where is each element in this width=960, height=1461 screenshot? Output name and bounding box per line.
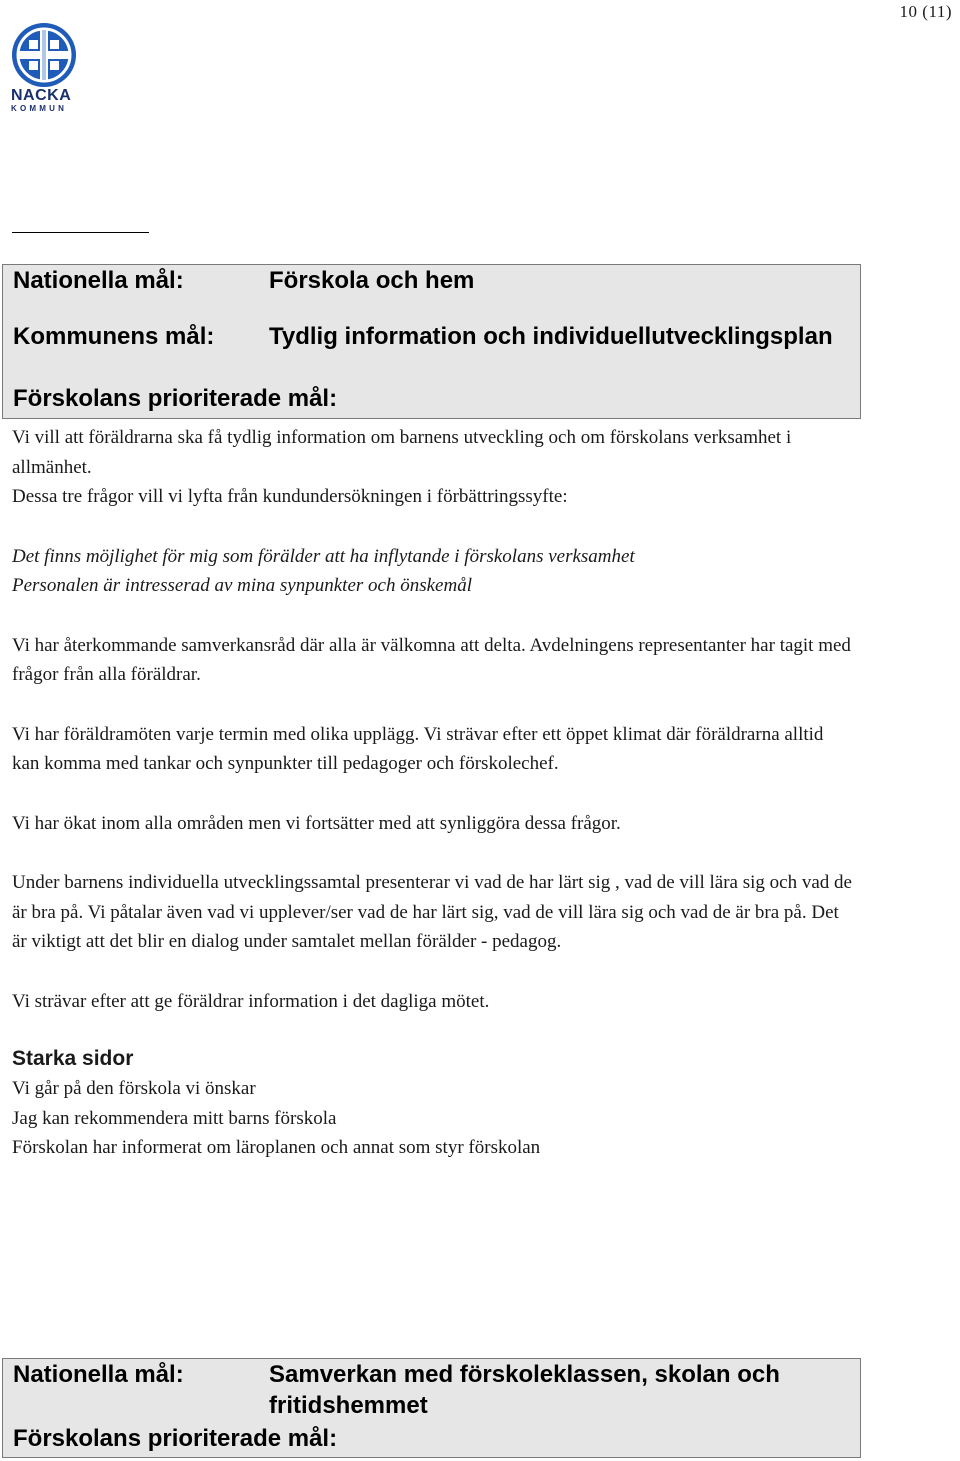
paragraph-3: Vi har ökat inom alla områden men vi fortsätter med att synliggöra dessa frågor. [12,812,621,834]
survey-question-2: Personalen är intresserad av mina synpunkter och önskemål [12,575,472,596]
priority-goal-label-2: Förskolans prioriterade mål: [13,1425,338,1452]
nacka-logo [11,22,79,113]
national-goal-label-2: Nationella mål: [13,1361,184,1388]
paragraph-2: Vi har föräldramöten varje termin med olika upplägg. Vi strävar efter ett öppet klimat där föräldrarna alltid kan komma med tankar och synpunkter till pedagoger och förskolechef. [12,723,824,774]
strength-item: Förskolan har informerat om läroplanen och annat som styr förskolan [12,1137,541,1158]
paragraph-1: Vi har återkommande samverkansråd där alla är välkomna att delta. Avdelningens representanter har tagit med frågor från alla föräldrar. [12,634,851,685]
logo-sub: KOMMUN [11,104,68,113]
goal-box-1 [2,264,861,419]
paragraph-5: Vi strävar efter att ge föräldrar information i det dagliga mötet. [12,990,490,1012]
municipal-goal-label: Kommunens mål: [13,323,215,350]
intro-paragraph-1: Vi vill att föräldrarna ska få tydlig information om barnens utveckling och om förskolans verksamhet i allmänhet. [12,427,792,478]
survey-question-1: Det finns möjlighet för mig som förälder att ha inflytande i förskolans verksamhet [12,545,635,567]
header-rule [12,232,149,233]
municipal-goal-value: Tydlig information och individuellutvecklingsplan [269,323,833,350]
national-goal-value-2: Samverkan med förskoleklassen, skolan och fritidshemmet [269,1361,780,1419]
page-number: 10 (11) [899,2,952,21]
body-text [12,423,852,1163]
priority-goal-label: Förskolans prioriterade mål: [13,385,338,412]
strength-item: Vi går på den förskola vi önskar [12,1078,256,1099]
national-goal-label: Nationella mål: [13,267,184,294]
intro-paragraph-2: Dessa tre frågor vill vi lyfta från kundundersökningen i förbättringssyfte: [12,486,568,507]
goal-box-2 [2,1358,861,1458]
paragraph-4: Under barnens individuella utvecklingssamtal presenterar vi vad de har lärt sig , vad de vill lära sig och vad de är bra på. Vi påtalar även vad vi upplever/ser vad de har lärt sig, vad de vill lära sig och vad de är bra på. Det är viktigt att det blir en dialog under samtalet mellan förälder - pedagog. [12,872,852,952]
national-goal-value: Förskola och hem [269,267,475,294]
strengths-heading: Starka sidor [12,1047,134,1070]
nacka-emblem-icon [11,22,77,88]
logo-name: NACKA [11,87,72,104]
strength-item: Jag kan rekommendera mitt barns förskola [12,1107,337,1129]
